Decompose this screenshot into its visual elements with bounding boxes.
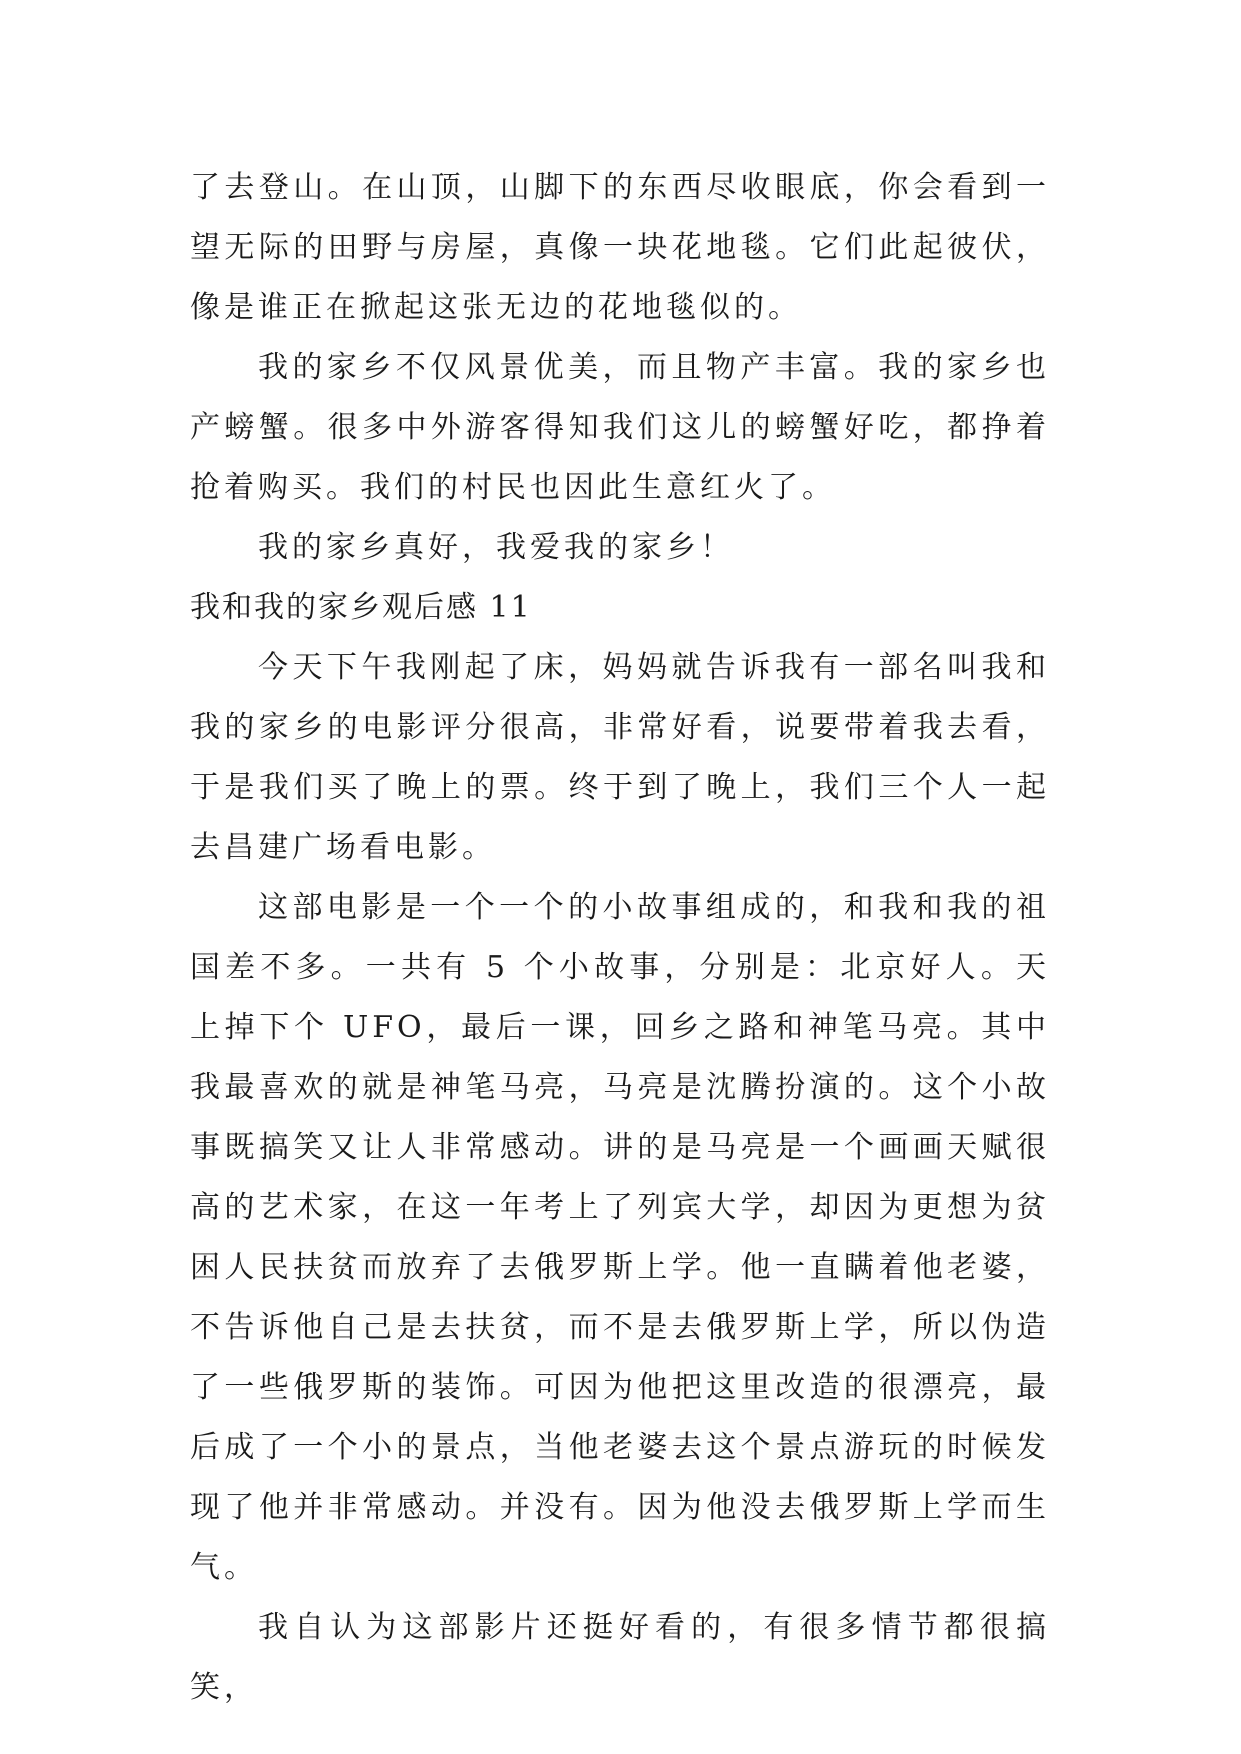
document-body <box>190 158 1050 1718</box>
paragraph-5: 这部电影是一个一个的小故事组成的，和我和我的祖国差不多。一共有 5 个小故事，分别是：北京好人。天上掉下个 UFO，最后一课，回乡之路和神笔马亮。其中我最喜欢的就是神笔马亮，马亮是沈腾扮演的。这个小故事既搞笑又让人非常感动。讲的是马亮是一个画画天赋很高的艺术家，在这一年考上了列宾大学，却因为更想为贫困人民扶贫而放弃了去俄罗斯上学。他一直瞒着他老婆，不告诉他自己是去扶贫，而不是去俄罗斯上学，所以伪造了一些俄罗斯的装饰。可因为他把这里改造的很漂亮，最后成了一个小的景点，当他老婆去这个景点游玩的时候发现了他并非常感动。并没有。因为他没去俄罗斯上学而生气。 <box>190 890 1050 1585</box>
section-heading: 我和我的家乡观后感 11 <box>190 590 532 625</box>
paragraph-3: 我的家乡真好，我爱我的家乡！ <box>258 530 734 565</box>
paragraph-1: 了去登山。在山顶，山脚下的东西尽收眼底，你会看到一望无际的田野与房屋，真像一块花地毯。它们此起彼伏，像是谁正在掀起这张无边的花地毯似的。 <box>190 170 1050 325</box>
paragraph-2: 我的家乡不仅风景优美，而且物产丰富。我的家乡也产螃蟹。很多中外游客得知我们这儿的螃蟹好吃，都挣着抢着购买。我们的村民也因此生意红火了。 <box>190 350 1050 505</box>
paragraph-6: 我自认为这部影片还挺好看的，有很多情节都很搞笑， <box>190 1610 1050 1705</box>
paragraph-4: 今天下午我刚起了床，妈妈就告诉我有一部名叫我和我的家乡的电影评分很高，非常好看，说要带着我去看，于是我们买了晚上的票。终于到了晚上，我们三个人一起去昌建广场看电影。 <box>190 650 1050 865</box>
